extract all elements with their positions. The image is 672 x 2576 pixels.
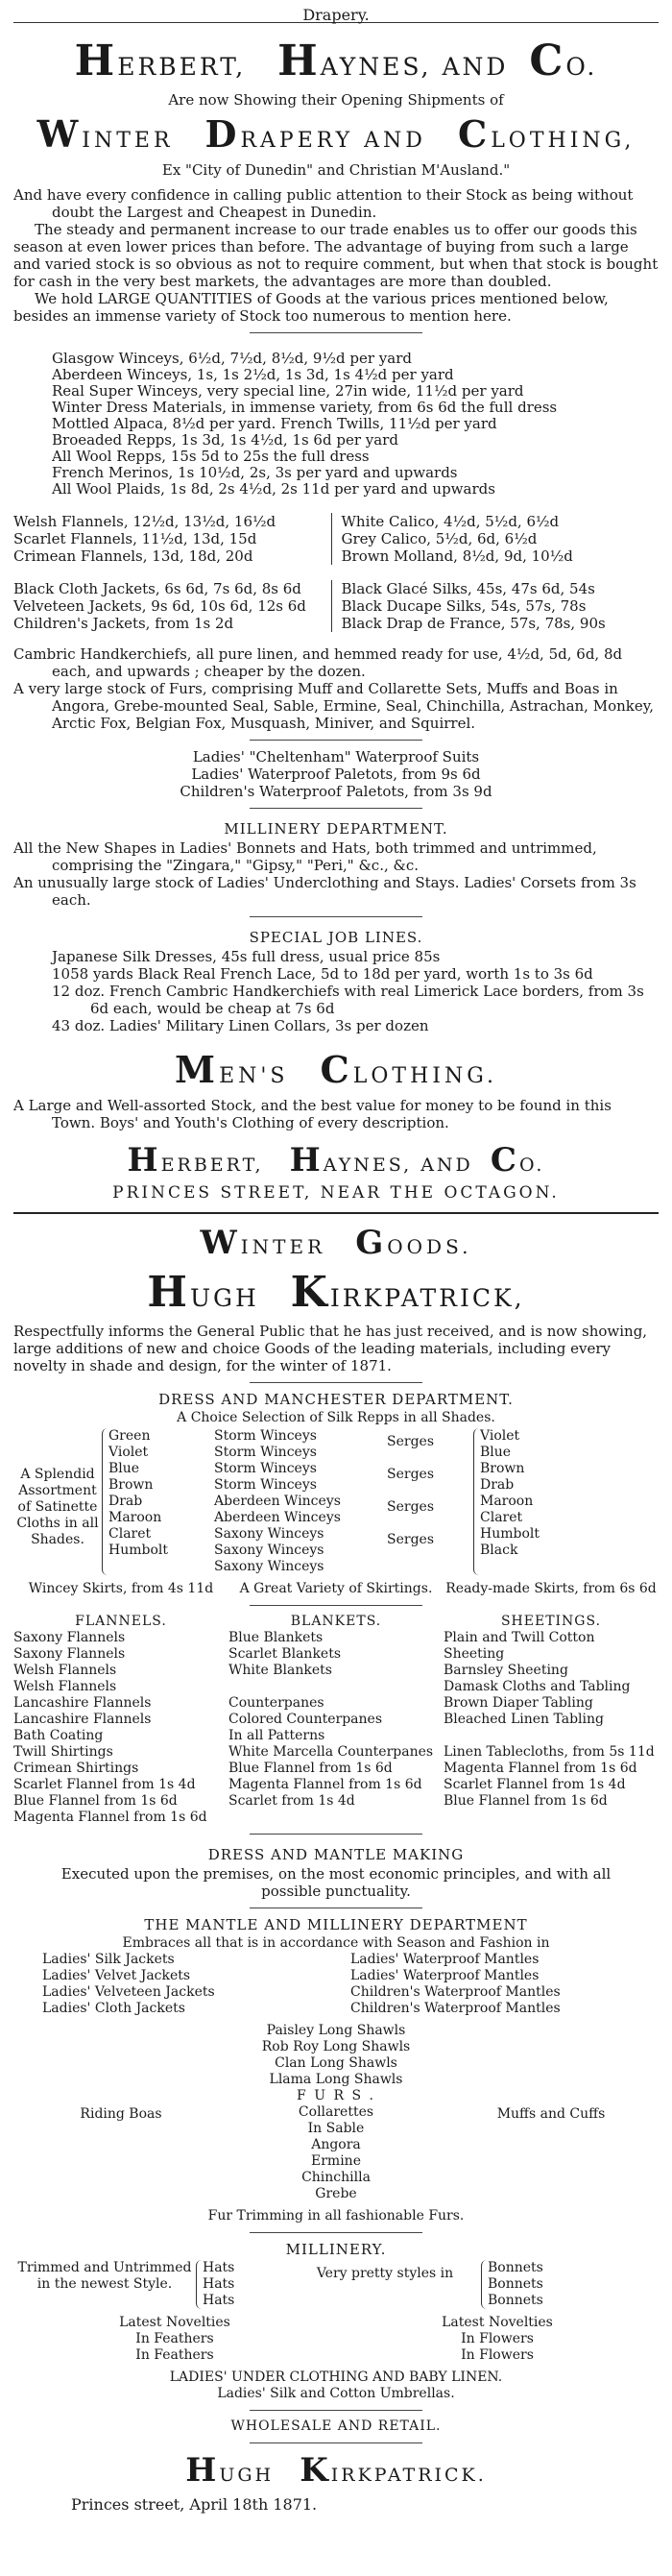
divider (250, 1605, 422, 1606)
list-item: Brown Molland, 8½d, 9d, 10½d (341, 547, 573, 565)
special-job-lines-title: SPECIAL JOB LINES. (249, 929, 423, 946)
hats-list: Hats Hats Hats (196, 2260, 289, 2309)
headline-winter-goods: WINTER GOODS. (200, 1224, 472, 1262)
millinery-grid (13, 2260, 659, 2309)
list-item: Velveteen Jackets, 9s 6d, 10s 6d, 12s 6d (13, 597, 306, 615)
footer-firm-herbert-haynes: HERBERT, HAYNES, AND CO. (127, 1141, 545, 1179)
millinery-shapes-paragraph: All the New Shapes in Ladies' Bonnets and Hats, both trimmed and untrimmed, comprising the "Zingara," "Gipsy," "Peri," &c., &c. (13, 839, 597, 874)
divider (250, 2232, 422, 2233)
furs-list: Collarettes In Sable Angora Ermine Chinchilla Grebe (298, 2104, 374, 2201)
intro-paragraph: And have every confidence in calling public attention to their Stock as being without doubt the Largest and Cheapest in Dunedin. (13, 186, 634, 221)
sheetings-column: SHEETINGS. Plain and Twill Cotton Sheeting Barnsley Sheeting Damask Cloths and Tabling Brown Diaper Tabling Bleached Linen Tabling Linen Tablecloths, from 5s 11d Magenta Flannel from 1s 6d Scarlet Flannel from 1s 4d Blue Flannel from 1s 6d (444, 1614, 659, 1826)
divider (250, 740, 422, 741)
colors-list-1: Green Violet Blue Brown Drab Maroon Claret Humbolt (102, 1428, 214, 1575)
colors-list-2: Violet Blue Brown Drab Maroon Claret Humbolt Black (473, 1428, 659, 1575)
jackets-list: Ladies' Silk Jackets Ladies' Velvet Jackets Ladies' Velveteen Jackets Ladies' Cloth Jackets (42, 1952, 215, 2016)
divider (250, 2410, 422, 2411)
mens-clothing-paragraph: A Large and Well-assorted Stock, and the best value for money to be found in this Town. Boys' and Youth's Clothing of every description. (13, 1097, 612, 1131)
list-item: Ladies' "Cheltenham" Waterproof Suits (192, 748, 480, 766)
section-header: Drapery. (13, 0, 659, 23)
list-item: Broeaded Repps, 1s 3d, 1s 4½d, 1s 6d per yard (52, 431, 398, 449)
dress-mantle-making-text: Executed upon the premises, on the most economic principles, and with all possible punctuality. (60, 1865, 612, 1900)
list-item: Mottled Alpaca, 8½d per yard. French Twills, 11½d per yard (52, 415, 497, 432)
serges-list: Serges Serges Serges Serges (387, 1434, 434, 1547)
list-item: Black Glacé Silks, 45s, 47s 6d, 54s (341, 580, 595, 597)
trimmed-untrimmed: Trimmed and Untrimmed in the newest Style. (17, 2260, 192, 2292)
dress-assortment-grid (13, 1428, 659, 1575)
flowers-list: Latest Novelties In Flowers In Flowers (442, 2315, 553, 2363)
list-item: Crimean Flannels, 13d, 18d, 20d (13, 547, 253, 565)
list-item: Grey Calico, 5½d, 6d, 6½d (341, 530, 538, 547)
list-item: Aberdeen Winceys, 1s, 1s 2½d, 1s 3d, 1s 4½d per yard (52, 366, 454, 383)
sheetings-title: SHEETINGS. (500, 1614, 602, 1629)
dress-materials-list (13, 351, 659, 498)
list-item: Children's Waterproof Paletots, from 3s 9d (180, 783, 492, 800)
firm-name-hugh-kirkpatrick: HUGH KIRKPATRICK, (147, 1268, 525, 1317)
millinery-department-title: MILLINERY DEPARTMENT. (224, 820, 448, 838)
flannels-calico-block (13, 513, 659, 565)
flannels-blankets-sheetings (13, 1614, 659, 1826)
muffs-cuffs: Muffs and Cuffs (496, 2106, 606, 2122)
list-item: French Merinos, 1s 10½d, 2s, 3s per yard and upwards (52, 464, 458, 481)
novelties-row (13, 2315, 659, 2364)
steady-paragraph: The steady and permanent increase to our trade enables us to offer our goods this season at even lower prices than before. The advantage of buying from such a large and varied stock is so obvious as not to require comment, but when that stock is bought for cash in the very best markets, the advantages are more than doubled. (13, 221, 659, 290)
divider (250, 2442, 422, 2443)
list-item: All Wool Repps, 15s 5d to 25s the full dress (52, 448, 370, 465)
mantle-millinery-title: THE MANTLE AND MILLINERY DEPARTMENT (144, 1916, 528, 1933)
dress-mantle-making-title: DRESS AND MANTLE MAKING (207, 1846, 465, 1863)
ready-made-skirts: Ready-made Skirts, from 6s 6d (445, 1581, 657, 1596)
list-item: Black Ducape Silks, 54s, 57s, 78s (341, 597, 587, 615)
mens-clothing-heading: MEN'S CLOTHING. (175, 1048, 497, 1091)
feathers-list: Latest Novelties In Feathers In Feathers (119, 2315, 230, 2363)
flannels-title: FLANNELS. (75, 1614, 167, 1629)
mantle-grid (13, 1952, 659, 2017)
list-item: Japanese Silk Dresses, 45s full dress, usual price 85s (52, 948, 441, 965)
dress-department-title: DRESS AND MANCHESTER DEPARTMENT. (158, 1391, 514, 1408)
special-job-list (13, 948, 659, 1034)
splendid-assortment: A Splendid Assortment of Satinette Cloths in all Shades. (16, 1467, 99, 1547)
silk-repps-line: A Choice Selection of Silk Repps in all Shades. (177, 1410, 495, 1425)
list-item: 43 doz. Ladies' Military Linen Collars, 3s per dozen (52, 1017, 429, 1034)
list-item: Ladies' Waterproof Paletots, from 9s 6d (191, 766, 481, 783)
blankets-title: BLANKETS. (290, 1614, 382, 1629)
furs-paragraph: A very large stock of Furs, comprising Muff and Collarette Sets, Muffs and Boas in Angora, Grebe-mounted Seal, Sable, Ermine, Seal, Chinchilla, Astrachan, Monkey, Arctic Fox, Belgian Fox, Musquash, Miniver, and Squirrel. (13, 680, 654, 732)
fur-trimming: Fur Trimming in all fashionable Furs. (207, 2208, 465, 2224)
skirtings: A Great Variety of Skirtings. (239, 1581, 433, 1596)
mantle-intro: Embraces all that is in accordance with Season and Fashion in (122, 1935, 550, 1951)
ships-line: Ex "City of Dunedin" and Christian M'Ausland." (161, 161, 511, 179)
waterproof-list (13, 748, 659, 800)
list-item: White Calico, 4½d, 5½d, 6½d (341, 513, 560, 530)
divider (250, 916, 422, 917)
firm-name-herbert-haynes: HERBERT, HAYNES, AND CO. (74, 36, 598, 85)
pretty-styles: Very pretty styles in (316, 2266, 454, 2281)
list-item: Real Super Winceys, very special line, 27in wide, 11½d per yard (52, 382, 524, 400)
furs-title: F U R S . (297, 2088, 375, 2103)
list-item: Children's Jackets, from 1s 2d (13, 615, 234, 632)
underclothing-line: LADIES' UNDER CLOTHING AND BABY LINEN. (169, 2369, 503, 2385)
millinery-title: MILLINERY. (285, 2241, 387, 2258)
blankets-column: BLANKETS. Blue Blankets Scarlet Blankets White Blankets Counterpanes Colored Counterpanes In all Patterns White Marcella Counterpanes Blue Flannel from 1s 6d Magenta Flannel from 1s 6d Scarlet from 1s 4d (228, 1614, 444, 1826)
list-item: Black Drap de France, 57s, 78s, 90s (341, 615, 606, 632)
date-line: Princes street, April 18th 1871. (71, 2495, 318, 2514)
list-item: 12 doz. French Cambric Handkerchiefs with real Limerick Lace borders, from 3s 6d each, would be cheap at 7s 6d (52, 983, 644, 1017)
address-line: PRINCES STREET, NEAR THE OCTAGON. (112, 1183, 560, 1203)
list-item: All Wool Plaids, 1s 8d, 2s 4½d, 2s 11d per yard and upwards (52, 480, 495, 498)
divider (250, 332, 422, 333)
wholesale-retail: WHOLESALE AND RETAIL. (230, 2418, 442, 2434)
wincey-skirts: Wincey Skirts, from 4s 11d (28, 1581, 214, 1596)
mantles-list: Ladies' Waterproof Mantles Ladies' Waterproof Mantles Children's Waterproof Mantles Children's Waterproof Mantles (350, 1952, 561, 2016)
list-item: Welsh Flannels, 12½d, 13½d, 16½d (13, 513, 276, 530)
handkerchiefs-paragraph: Cambric Handkerchiefs, all pure linen, and hemmed ready for use, 4½d, 5d, 6d, 8d each, and upwards ; cheaper by the dozen. (13, 645, 623, 680)
underclothing-paragraph: An unusually large stock of Ladies' Underclothing and Stays. Ladies' Corsets from 3s each. (13, 874, 636, 909)
divider (250, 808, 422, 809)
umbrellas-line: Ladies' Silk and Cotton Umbrellas. (217, 2386, 455, 2401)
list-item: Scarlet Flannels, 11½d, 13d, 15d (13, 530, 257, 547)
jackets-silks-block (13, 580, 659, 632)
shawls-list: Paisley Long Shawls Rob Roy Long Shawls Clan Long Shawls Llama Long Shawls (261, 2023, 411, 2087)
headline-winter-drapery: WINTER DRAPERY AND CLOTHING, (36, 112, 636, 156)
footer-firm-kirkpatrick: HUGH KIRKPATRICK. (185, 2451, 487, 2490)
showing-line: Are now Showing their Opening Shipments of (168, 91, 504, 109)
winceys-list: Storm Winceys Storm Winceys Storm Winceys Storm Winceys Aberdeen Winceys Aberdeen Winceys Saxony Winceys Saxony Winceys Saxony Winceys (214, 1428, 341, 1574)
skirts-row (13, 1581, 659, 1597)
list-item: 1058 yards Black Real French Lace, 5d to 18d per yard, worth 1s to 3s 6d (52, 965, 593, 983)
list-item: Black Cloth Jackets, 6s 6d, 7s 6d, 8s 6d (13, 580, 301, 597)
riding-boas: Riding Boas (80, 2106, 162, 2122)
kirkpatrick-intro: Respectfully informs the General Public that he has just received, and is now showing, large additions of new and choice Goods of the leading materials, including every novelty in shade and design, for the winter of 1871. (13, 1323, 648, 1374)
ad-separator (13, 1212, 659, 1214)
list-item: Winter Dress Materials, in immense variety, from 6s 6d the full dress (52, 399, 558, 416)
bonnets-list: Bonnets Bonnets Bonnets (481, 2260, 659, 2309)
furs-grid (13, 2104, 659, 2202)
divider (250, 1382, 422, 1383)
list-item: Glasgow Winceys, 6½d, 7½d, 8½d, 9½d per yard (52, 350, 412, 367)
divider (250, 1834, 422, 1835)
flannels-column: FLANNELS. Saxony Flannels Saxony Flannels Welsh Flannels Welsh Flannels Lancashire Flannels Lancashire Flannels Bath Coating Twill Shirtings Crimean Shirtings Scarlet Flannel from 1s 4d Blue Flannel from 1s 6d Magenta Flannel from 1s 6d (13, 1614, 228, 1826)
quantities-paragraph: We hold LARGE QUANTITIES of Goods at the various prices mentioned below, besides an immense variety of Stock too numerous to mention here. (13, 290, 609, 325)
